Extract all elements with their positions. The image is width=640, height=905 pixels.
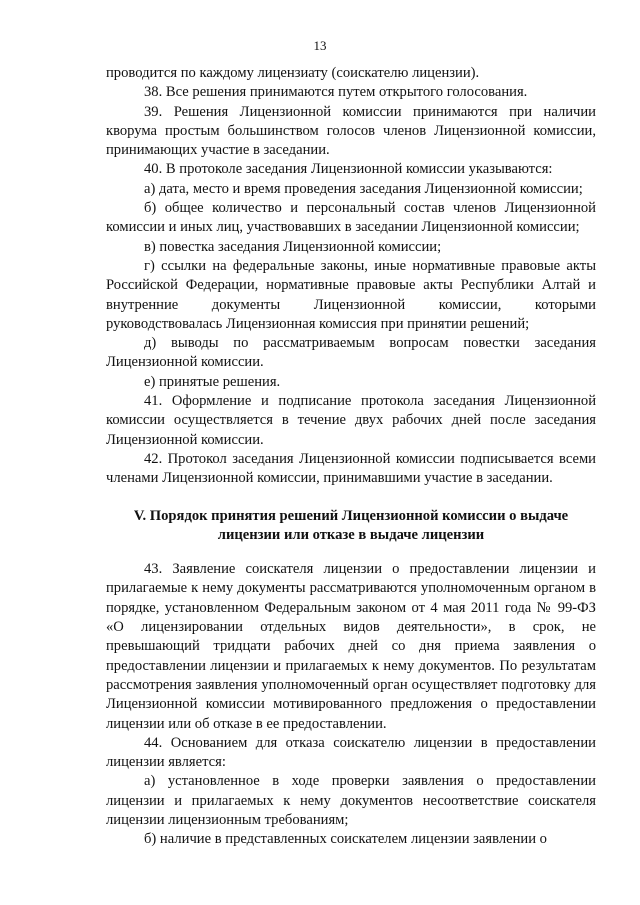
paragraph: б) наличие в представленных соискателем лицензии заявлении о bbox=[144, 831, 547, 848]
paragraphs-before-section bbox=[106, 64, 596, 489]
paragraph: д) выводы по рассматриваемым вопросам повестки заседания Лицензионной комиссии. bbox=[106, 335, 596, 371]
paragraph: а) дата, место и время проведения заседания Лицензионной комиссии; bbox=[144, 180, 583, 197]
paragraph: 38. Все решения принимаются путем открытого голосования. bbox=[144, 84, 528, 101]
section-heading: V. Порядок принятия решений Лицензионной комиссии о выдаче лицензии или отказе в выдаче лицензии bbox=[133, 507, 569, 543]
document-body bbox=[106, 64, 596, 850]
paragraph: проводится по каждому лицензиату (соискателю лицензии). bbox=[106, 65, 480, 81]
paragraph: в) повестка заседания Лицензионной комиссии; bbox=[144, 238, 442, 255]
paragraph: 44. Основанием для отказа соискателю лицензии в предоставлении лицензии является: bbox=[106, 734, 596, 771]
paragraph: 41. Оформление и подписание протокола заседания Лицензионной комиссии осуществляется в течение двух рабочих дней после заседания Лицензионной комиссии. bbox=[106, 393, 596, 448]
paragraph: 43. Заявление соискателя лицензии о предоставлении лицензии и прилагаемые к нему документы рассматриваются уполномоченным органом в порядке, установленном Федеральным законом от 4 мая 2011 года № 99-ФЗ «О лицензировании отдельных видов деятельности», в срок, не превышающий тридцати рабочих дней со дня приема заявления о предоставлении лицензии и прилагаемых к нему документов. По результатам рассмотрения заявления уполномоченный орган осуществляет подготовку для Лицензионной комиссии мотивированного предложения о предоставлении лицензии или об отказе в ее предоставлении. bbox=[106, 561, 596, 732]
paragraph: б) общее количество и персональный состав членов Лицензионной комиссии и иных лиц, участвовавших в заседании Лицензионной комиссии; bbox=[106, 200, 596, 236]
paragraph: а) установленное в ходе проверки заявления о предоставлении лицензии и прилагаемых к нему документов несоответствие соискателя лицензии лицензионным требованиям; bbox=[106, 773, 596, 828]
paragraph: г) ссылки на федеральные законы, иные нормативные правовые акты Российской Федерации, нормативные правовые акты Республики Алтай и внутренние документы Лицензионной комиссии, которыми руководствовалась Лицензионная комиссия при принятии решений; bbox=[106, 257, 596, 332]
page-number: 13 bbox=[313, 38, 327, 53]
paragraph: е) принятые решения. bbox=[144, 373, 281, 390]
paragraph: 39. Решения Лицензионной комиссии принимаются при наличии кворума простым большинством голосов членов Лицензионной комиссии, принимающих участие в заседании. bbox=[106, 103, 596, 159]
paragraph: 42. Протокол заседания Лицензионной комиссии подписывается всеми членами Лицензионной комиссии, принимавшими участие в заседании. bbox=[106, 450, 596, 487]
paragraphs-after-section bbox=[106, 560, 596, 849]
paragraph: 40. В протоколе заседания Лицензионной комиссии указываются: bbox=[144, 161, 553, 178]
